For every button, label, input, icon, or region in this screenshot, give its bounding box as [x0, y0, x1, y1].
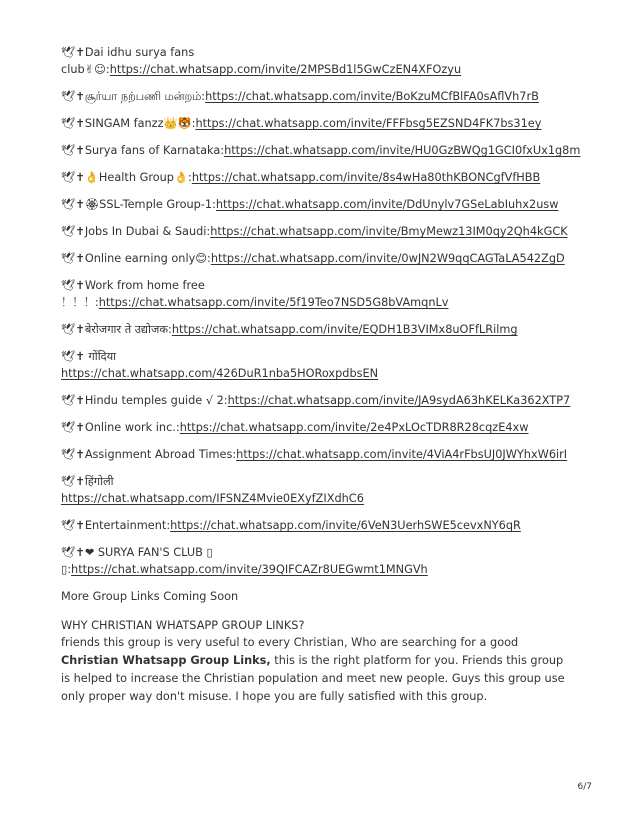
entry-label: சூர்யா நற்பணி மன்றம்:: [84, 90, 206, 103]
entry-label: Jobs In Dubai & Saudi:: [84, 225, 211, 238]
invite-link[interactable]: https://chat.whatsapp.com/invite/2MPSBd1l5GwCzEN4XFOzyu: [109, 63, 462, 76]
group-entry: [61, 392, 581, 409]
invite-link[interactable]: https://chat.whatsapp.com/invite/DdUnylv7GSeLabIuhx2usw: [215, 198, 559, 211]
invite-link[interactable]: https://chat.whatsapp.com/invite/JA9sydA63hKELKa362XTP7: [227, 394, 571, 407]
group-entry: [61, 544, 581, 578]
more-links-note: More Group Links Coming Soon: [61, 590, 239, 603]
invite-link[interactable]: https://chat.whatsapp.com/invite/FFFbsg5EZSND4FK7bs31ey: [195, 117, 542, 130]
entry-label: Surya fans of Karnataka:: [84, 144, 225, 157]
group-entry: [61, 115, 581, 132]
document-page: [61, 44, 581, 706]
dove-cross-icon: 🕊✝: [61, 475, 85, 488]
invite-link[interactable]: https://chat.whatsapp.com/invite/EQDH1B3VIMx8uOFfLRilmg: [171, 323, 518, 336]
dove-cross-icon: 🕊✝: [61, 252, 85, 265]
entry-label: SINGAM fanzz👑🐯:: [84, 117, 196, 130]
dove-cross-icon: 🕊✝: [61, 323, 85, 336]
entry-label-line2: club✌☺:https://chat.whatsapp.com/invite/2MPSBd1l5GwCzEN4XFOzyu: [61, 63, 462, 76]
entry-label-line1: 🕊✝Work from home free: [61, 279, 205, 292]
entry-label: Assignment Abroad Times:: [84, 448, 237, 461]
entry-label-line2: ！！！:https://chat.whatsapp.com/invite/5f19Teo7NSD5G8bVAmqnLv: [61, 296, 449, 309]
dove-cross-icon: 🕊✝: [61, 46, 85, 59]
dove-cross-icon: 🕊✝: [61, 90, 85, 103]
entry-label: Online work inc.:: [84, 421, 180, 434]
entry-link-line: [61, 490, 581, 507]
entry-label-line1: 🕊✝हिंगोली: [61, 475, 114, 488]
group-entry: [61, 223, 581, 240]
invite-link[interactable]: https://chat.whatsapp.com/invite/5f19Teo7NSD5G8bVAmqnLv: [98, 296, 449, 309]
dove-cross-icon: 🕊✝: [61, 546, 85, 559]
dove-cross-icon: 🕊✝: [61, 394, 85, 407]
invite-link[interactable]: https://chat.whatsapp.com/426DuR1nba5HORoxpdbsEN: [61, 367, 379, 380]
entry-label: Entertainment:: [84, 519, 171, 532]
invite-link[interactable]: https://chat.whatsapp.com/IFSNZ4Mvie0EXyfZIXdhC6: [61, 492, 364, 505]
dove-cross-icon: 🕊✝: [61, 225, 85, 238]
dove-cross-icon: 🕊✝: [61, 171, 85, 184]
entry-label: Online earning only😊:: [84, 252, 211, 265]
group-entry: [61, 348, 581, 382]
dove-cross-icon: 🕊✝: [61, 117, 85, 130]
group-entry: [61, 196, 581, 213]
group-entry: [61, 44, 581, 78]
group-entry: [61, 277, 581, 311]
entry-label-line1: 🕊✝❤ SURYA FAN'S CLUB ▯: [61, 546, 213, 559]
dove-cross-icon: 🕊✝: [61, 448, 85, 461]
invite-link[interactable]: https://chat.whatsapp.com/invite/39QIFCAZr8UEGwmt1MNGVh: [71, 563, 428, 576]
dove-cross-icon: 🕊✝: [61, 279, 85, 292]
group-entry: [61, 142, 581, 159]
group-entry: [61, 473, 581, 507]
invite-link[interactable]: https://chat.whatsapp.com/invite/6VeN3UerhSWE5cevxNY6qR: [170, 519, 521, 532]
group-entry: [61, 169, 581, 186]
group-entry: [61, 446, 581, 463]
entry-label: बेरोजगार ते उद्योजक:: [84, 323, 172, 336]
entry-label: Hindu temples guide √ 2:: [84, 394, 228, 407]
dove-cross-icon: 🕊✝: [61, 350, 85, 363]
entry-link-line: [61, 365, 581, 382]
invite-link[interactable]: https://chat.whatsapp.com/invite/BmyMewz13IM0qy2Qh4kGCK: [210, 225, 568, 238]
why-heading: WHY CHRISTIAN WHATSAPP GROUP LINKS?: [61, 619, 305, 632]
entry-label-line1: 🕊✝Dai idhu surya fans: [61, 46, 195, 59]
page-number: 6/7: [577, 782, 592, 792]
entry-label: 🏵SSL-Temple Group-1:: [84, 198, 216, 211]
dove-cross-icon: 🕊✝: [61, 198, 85, 211]
invite-link[interactable]: https://chat.whatsapp.com/invite/BoKzuMCfBlFA0sAflVh7rB: [205, 90, 539, 103]
group-entry: [61, 517, 581, 534]
entry-label-line1: 🕊✝ गोंदिया: [61, 350, 117, 363]
invite-link[interactable]: https://chat.whatsapp.com/invite/8s4wHa80thKBONCgfVfHBB: [191, 171, 541, 184]
invite-link[interactable]: https://chat.whatsapp.com/invite/0wJN2W9qqCAGTaLA542ZgD: [210, 252, 565, 265]
why-paragraph: friends this group is very useful to every Christian, Who are searching for a good Christian Whatsapp Group Links, this is the right platform for you. Friends this group is helped to increase the Christian population and meet new people. Guys this group use only proper way don't misuse. I hope you are fully satisfied with this group.: [61, 636, 565, 703]
entry-label-line2: ▯:https://chat.whatsapp.com/invite/39QIFCAZr8UEGwmt1MNGVh: [61, 563, 428, 576]
bold-phrase: Christian Whatsapp Group Links,: [61, 654, 271, 667]
dove-cross-icon: 🕊✝: [61, 421, 85, 434]
group-entry: [61, 321, 581, 338]
dove-cross-icon: 🕊✝: [61, 519, 85, 532]
group-entry: [61, 419, 581, 436]
group-entry: [61, 88, 581, 105]
group-entry: [61, 250, 581, 267]
invite-link[interactable]: https://chat.whatsapp.com/invite/2e4PxLOcTDR8R28cqzE4xw: [179, 421, 529, 434]
invite-link[interactable]: https://chat.whatsapp.com/invite/4ViA4rFbsUJ0JWYhxW6irI: [236, 448, 568, 461]
dove-cross-icon: 🕊✝: [61, 144, 85, 157]
invite-link[interactable]: https://chat.whatsapp.com/invite/HU0GzBWQg1GCI0fxUx1g8m: [224, 144, 581, 157]
entry-label: 👌Health Group👌:: [84, 171, 192, 184]
